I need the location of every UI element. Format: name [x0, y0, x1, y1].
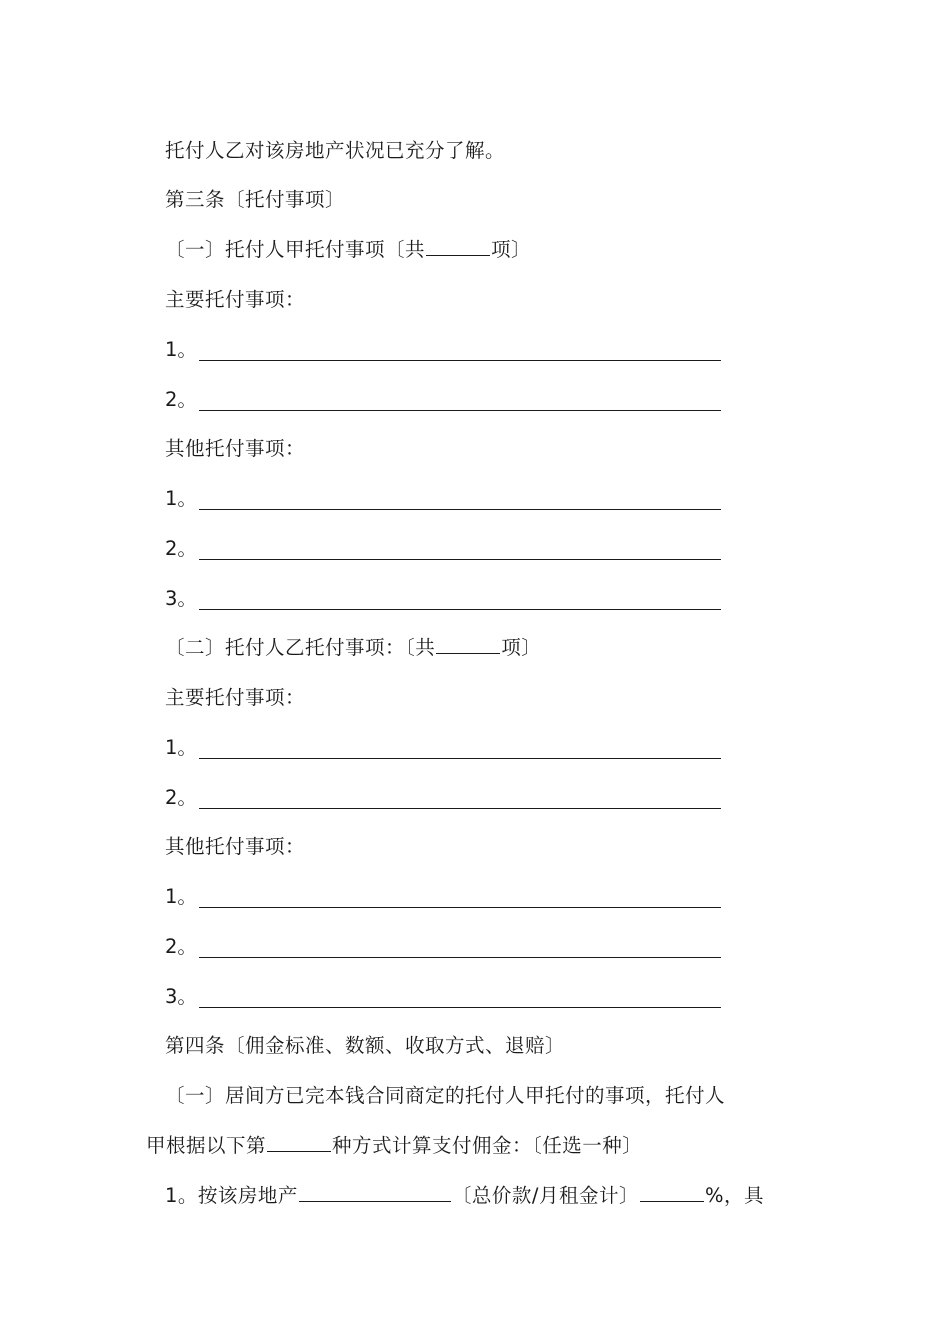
fill-in-item[interactable] — [165, 335, 725, 365]
fill-in-item[interactable] — [165, 982, 725, 1012]
text: 〔一〕居间方已完本钱合同商定的托付人甲托付的事项，托付人 — [165, 1084, 726, 1107]
text: 主要托付事项： — [165, 288, 306, 311]
text: 项〕 — [491, 238, 532, 261]
fill-in-line[interactable] — [199, 907, 721, 908]
fill-in-item[interactable] — [165, 783, 725, 813]
paragraph-line — [146, 1131, 642, 1161]
paragraph-line — [165, 136, 505, 166]
text: 〔二〕托付人乙托付事项：〔共 — [165, 636, 436, 659]
item-number: 2。 — [165, 935, 197, 958]
text: 托付人乙对该房地产状况已充分了解。 — [165, 139, 506, 162]
fill-in-line[interactable] — [199, 609, 721, 610]
text: 种方式计算支付佣金：〔任选一种〕 — [332, 1134, 643, 1157]
text: 〔一〕托付人甲托付事项〔共 — [165, 238, 426, 261]
item-number: 1。 — [165, 338, 197, 361]
list-heading-other — [165, 434, 305, 464]
item-number: 1。 — [165, 885, 197, 908]
section-heading-article-3 — [165, 185, 345, 215]
subsection-heading-party-b — [165, 633, 541, 663]
fill-in-item[interactable] — [165, 484, 725, 514]
fill-in-item[interactable] — [165, 385, 725, 415]
item-count-blank[interactable] — [436, 634, 500, 654]
fill-in-item[interactable] — [165, 584, 725, 614]
item-count-blank[interactable] — [426, 236, 490, 256]
fill-in-line[interactable] — [199, 957, 721, 958]
fill-in-item[interactable] — [165, 882, 725, 912]
paragraph-line — [165, 1181, 764, 1211]
fill-in-line[interactable] — [199, 410, 721, 411]
text: 1。按该房地产 — [165, 1184, 298, 1207]
method-number-blank[interactable] — [267, 1132, 331, 1152]
paragraph-line — [165, 1081, 725, 1111]
fill-in-item[interactable] — [165, 534, 725, 564]
text: %，具 — [705, 1184, 765, 1207]
list-heading-other — [165, 832, 305, 862]
item-number: 3。 — [165, 985, 197, 1008]
subsection-heading-party-a — [165, 235, 531, 265]
item-number: 2。 — [165, 537, 197, 560]
item-number: 2。 — [165, 388, 197, 411]
fill-in-item[interactable] — [165, 733, 725, 763]
text: 项〕 — [501, 636, 542, 659]
text: 甲根据以下第 — [146, 1134, 267, 1157]
text: 第三条〔托付事项〕 — [165, 188, 346, 211]
fill-in-line[interactable] — [199, 1007, 721, 1008]
item-number: 2。 — [165, 786, 197, 809]
percent-blank[interactable] — [640, 1182, 704, 1202]
list-heading-main — [165, 683, 305, 713]
fill-in-line[interactable] — [199, 559, 721, 560]
fill-in-item[interactable] — [165, 932, 725, 962]
text: 其他托付事项： — [165, 835, 306, 858]
fill-in-line[interactable] — [199, 808, 721, 809]
amount-blank[interactable] — [299, 1182, 451, 1202]
text: 第四条〔佣金标准、数额、收取方式、退赔〕 — [165, 1034, 566, 1057]
fill-in-line[interactable] — [199, 360, 721, 361]
item-number: 1。 — [165, 487, 197, 510]
item-number: 1。 — [165, 736, 197, 759]
list-heading-main — [165, 285, 305, 315]
item-number: 3。 — [165, 587, 197, 610]
text: 主要托付事项： — [165, 686, 306, 709]
fill-in-line[interactable] — [199, 758, 721, 759]
section-heading-article-4 — [165, 1031, 565, 1061]
fill-in-line[interactable] — [199, 509, 721, 510]
text: 〔总价款/月租金计〕 — [451, 1184, 639, 1207]
text: 其他托付事项： — [165, 437, 306, 460]
